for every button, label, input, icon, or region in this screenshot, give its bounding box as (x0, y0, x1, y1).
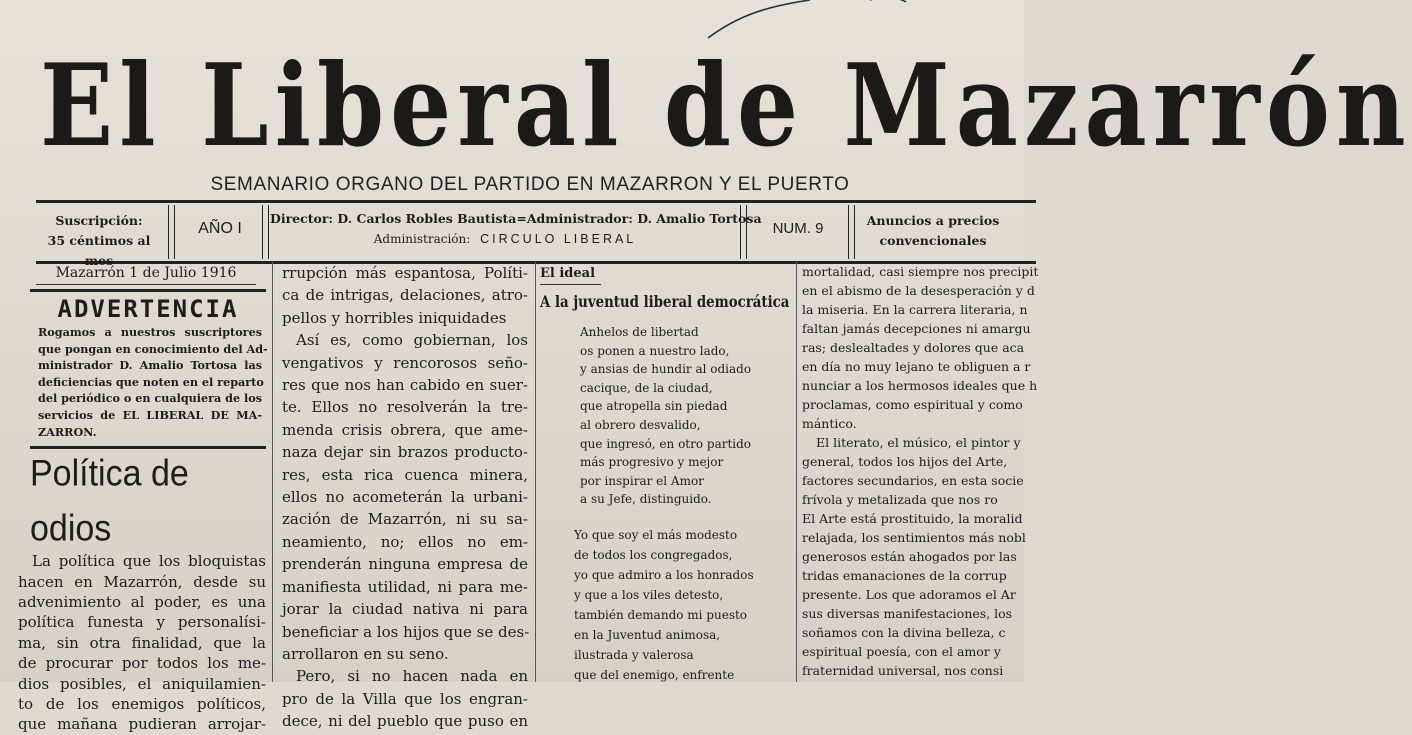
article-line: ma, sin otra finalidad, que la (18, 633, 266, 652)
column-2-line: neamiento, no; ellos no em- (282, 532, 528, 551)
column-2 (282, 262, 528, 733)
column-4-line: espiritual poesía, con el amor y (802, 644, 1001, 659)
notice-line: ministrador D. Amalio Tortosa las (38, 358, 262, 373)
subscription-box (38, 206, 160, 268)
column-4-line: general, todos los hijos del Arte, (802, 454, 1008, 469)
poem-line: de todos los congregados, (574, 547, 733, 562)
issue-number: NUM. 9 (772, 220, 824, 237)
column-2-line: pro de la Villa que los engran- (282, 689, 528, 708)
poem-line: y que a los viles detesto, (574, 587, 724, 602)
column-4-line: en día no muy lejano te obliguen a r (802, 359, 1031, 374)
column-2-line: Pero, si no hacen nada en (296, 667, 528, 686)
column-rule (535, 262, 536, 682)
poem-line: por inspirar el Amor (580, 473, 704, 488)
column-2-line: manifiesta utilidad, ni para me- (282, 577, 528, 596)
column-2-line: naza dejar sin brazos producto- (282, 443, 528, 462)
column-4-line: la miseria. En la carrera literaria, n (802, 302, 1028, 317)
notice-line: deficiencias que noten en el reparto (38, 374, 264, 389)
dateline: Mazarrón 1 de Julio 1916 (36, 262, 256, 285)
director-line: Director: D. Carlos Robles Bautista=Administrador: D. Amalio Tortosa (270, 211, 762, 226)
article-line: advenimiento al poder, es una (18, 592, 266, 611)
poem-line: Anhelos de libertad (580, 325, 699, 339)
poem-line: más progresivo y mejor (580, 455, 724, 470)
section-label: El ideal (540, 264, 601, 285)
poem-line: que del enemigo, enfrente (574, 667, 735, 682)
subscription-price: 35 céntimos al mes (47, 233, 151, 268)
article-line: to de los enemigos políticos, (18, 695, 266, 713)
column-4 (802, 262, 1039, 680)
column-2-text (282, 262, 528, 733)
column-2-line: res que nos han cabido en suer- (282, 376, 528, 395)
article-line: que mañana pudieran arrojar- (18, 715, 266, 734)
column-4-text (802, 262, 1039, 680)
column-2-line: dece, ni del pueblo que puso en (282, 712, 528, 731)
poem-line: os ponen a nuestro lado, (580, 343, 730, 358)
column-2-line: ellos no acometerán la urbani- (282, 488, 528, 507)
article-title: Política de odios (30, 452, 189, 550)
poem-line: cacique, de la ciudad, (580, 380, 713, 395)
notice-line: ZARRON. (38, 424, 97, 439)
column-2-line: rrupción más espantosa, Políti- (282, 264, 528, 282)
subscription-label: Suscripción: (55, 213, 143, 228)
year-box: AÑO I (198, 220, 242, 237)
column-4-line: mortalidad, casi siempre nos precipit (802, 264, 1039, 279)
poem-line: y ansias de hundir al odiado (580, 362, 752, 377)
notice-line: que pongan en conocimiento del Ad- (38, 341, 268, 356)
column-2-line: zación de Mazarrón, ni su sa- (282, 510, 528, 529)
column-4-line: presente. Los que adoramos el Ar (802, 587, 1016, 602)
column-2-line: menda crisis obrera, que ame- (282, 420, 528, 439)
ads-line-1: Anuncios a precios (866, 213, 1000, 228)
column-rule (272, 262, 273, 682)
notice-box (30, 289, 266, 449)
poem-line: que atropella sin piedad (580, 399, 728, 414)
info-band (36, 200, 1036, 268)
column-2-line: te. Ellos no resolverán la tre- (282, 398, 528, 417)
admin-label: Administración: (373, 232, 471, 246)
ads-box (858, 206, 1008, 258)
column-4-line: relajada, los sentimientos más nobl (802, 530, 1026, 545)
band-divider (168, 205, 175, 259)
column-4-line: factores secundarios, en esta socie (802, 473, 1024, 488)
column-rule (796, 262, 797, 682)
column-4-line: tridas emanaciones de la corrup (802, 568, 1007, 583)
notice-line: Rogamos a nuestros suscriptores (38, 325, 262, 339)
column-2-line: prenderán ninguna empresa de (282, 555, 528, 574)
poem-line: que ingresó, en otro partido (580, 436, 752, 451)
band-divider (262, 205, 269, 259)
poem-line: Yo que soy el más modesto (574, 527, 738, 542)
poem-line: yo que admiro a los honrados (574, 567, 754, 582)
column-4-line: fraternidad universal, nos consi (802, 663, 1004, 678)
article-line: hacen en Mazarrón, desde su (18, 572, 266, 591)
ads-line-2: convencionales (879, 233, 987, 248)
notice-line: servicios de EL LIBERAL DE MA- (38, 407, 262, 422)
column-4-line: frívola y metalizada que nos ro (802, 492, 998, 507)
poem-line: a su Jefe, distinguido. (580, 492, 712, 507)
poem-stanza-2 (540, 525, 790, 685)
column-1 (8, 262, 266, 735)
column-2-line: beneficiar a los hijos que se des- (282, 622, 530, 641)
admin-value: CIRCULO LIBERAL (480, 232, 637, 246)
column-2-line: res, esta rica cuenca minera, (282, 465, 528, 484)
column-4-line: ras; deslealtades y dolores que aca (802, 340, 1025, 355)
article-line: La política que los bloquistas (32, 552, 266, 571)
column-2-line: ca de intrigas, delaciones, atro- (282, 286, 528, 305)
masthead-subtitle: SEMANARIO ORGANO DEL PARTIDO EN MAZARRON Y EL PUERTO (210, 174, 850, 195)
notice-title: ADVERTENCIA (57, 295, 239, 323)
article-line: de procurar por todos los me- (18, 654, 266, 673)
band-divider (740, 205, 747, 259)
poem-stanza-1 (540, 323, 790, 509)
poem-line: ilustrada y valerosa (574, 647, 694, 662)
column-2-line: pellos y horribles iniquidades (282, 308, 507, 327)
column-4-line: El Arte está prostituido, la moralid (802, 511, 1023, 526)
column-4-line: El literato, el músico, el pintor y (816, 435, 1021, 450)
column-4-line: sus diversas manifestaciones, los (802, 606, 1013, 621)
column-2-line: vengativos y rencorosos seño- (282, 353, 528, 372)
masthead-title: El Liberal de Mazarrón (40, 38, 1412, 173)
column-2-line: Así es, como gobiernan, los (296, 331, 528, 350)
poem-line: también demando mi puesto (574, 607, 748, 622)
column-2-line: jorar la ciudad nativa ni para (282, 600, 528, 619)
band-divider (848, 205, 855, 259)
column-4-line: mántico. (802, 416, 857, 431)
column-4-line: generosos están ahogados por las (802, 549, 1017, 564)
column-4-line: proclamas, como espiritual y como (802, 397, 1023, 412)
article-line: dios posibles, el aniquilamien- (18, 674, 266, 693)
staff-box (270, 206, 762, 258)
column-4-line: nunciar a los hermosos ideales que h (802, 378, 1038, 393)
article-line: política funesta y personalísi- (18, 613, 266, 632)
column-2-line: arrollaron en su seno. (282, 644, 449, 663)
notice-line: del periódico o en cualquiera de los (38, 391, 263, 406)
poem-title: A la juventud liberal democrática (540, 292, 790, 311)
poem-line: al obrero desvalido, (580, 417, 701, 432)
column-4-line: en el abismo de la desesperación y d (802, 283, 1035, 298)
column-4-line: soñamos con la divina belleza, c (802, 625, 1006, 640)
poem-line: en la Juventud animosa, (574, 627, 721, 642)
article-text (8, 551, 266, 735)
column-3 (540, 262, 790, 685)
column-4-line: faltan jamás decepciones ni amargu (802, 321, 1031, 336)
notice-text (30, 324, 266, 440)
